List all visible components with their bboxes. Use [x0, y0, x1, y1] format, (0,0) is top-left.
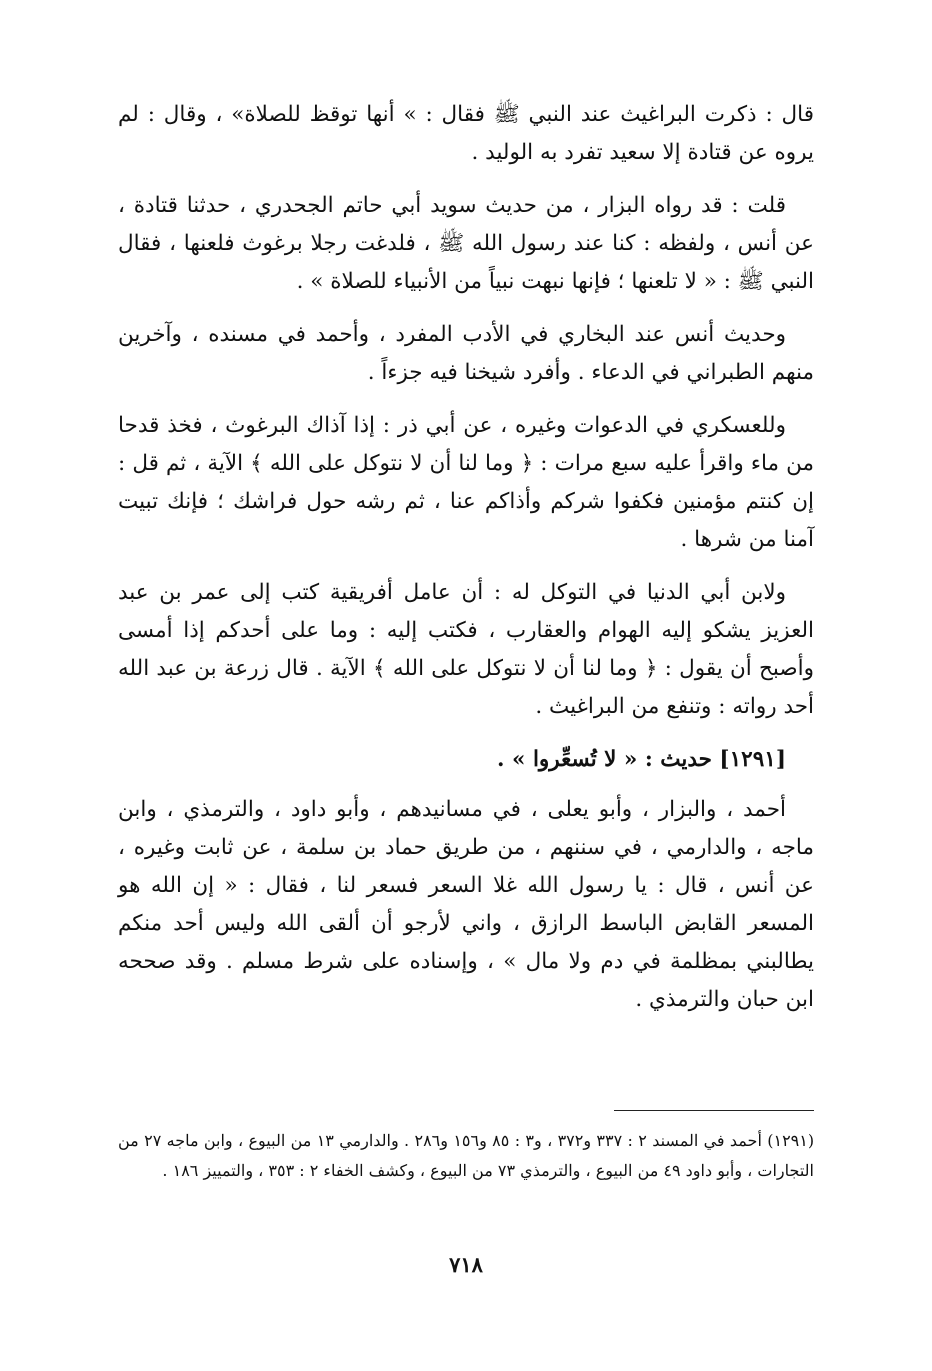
main-text — [118, 96, 814, 1034]
footnote-divider — [614, 1110, 814, 1111]
paragraph-fleas-hadith: قال : ذكرت البراغيث عند النبي ﷺ فقال : » أنها توقظ للصلاة» ، وقال : لم يروه عن قتادة إلا سعيد تفرد به الوليد . — [118, 102, 814, 165]
paragraph-bazzar-narration: قلت : قد رواه البزار ، من حديث سويد أبي حاتم الجحدري ، حدثنا قتادة ، عن أنس ، ولفظه : كنا عند رسول الله ﷺ ، فلدغت رجلا برغوث فلعنها ، فقال النبي ﷺ : « لا تلعنها ؛ فإنها نبهت نبياً من الأنبياء للصلاة » . — [118, 193, 814, 294]
page-number: ٧١٨ — [449, 1252, 483, 1277]
paragraph-pricing-hadith: أحمد ، والبزار ، وأبو يعلى ، في مسانيدهم ، وأبو داود ، والترمذي ، وابن ماجه ، والدارمي ، في سننهم ، من طريق حماد بن سلمة ، عن ثابت وغيره ، عن أنس ، قال : يا رسول الله غلا السعر فسعر لنا ، فقال : « إن الله هو المسعر القابض الباسط الرازق ، واني لأرجو أن ألقى الله وليس أحد منكم يطالبني بمظلمة في دم ولا مال » ، وإسناده على شرط مسلم . وقد صححه ابن حبان والترمذي . — [118, 797, 814, 1012]
hadith-heading-1291: [١٢٩١] حديث : « لا تُسعِّروا » . — [497, 747, 786, 772]
paragraph-anas-hadith: وحديث أنس عند البخاري في الأدب المفرد ، وأحمد في مسنده ، وآخرين منهم الطبراني في الدعاء . وأفرد شيخنا فيه جزءاً . — [118, 322, 814, 385]
paragraph-askari: وللعسكري في الدعوات وغيره ، عن أبي ذر : إذا آذاك البرغوث ، فخذ قدحا من ماء واقرأ عليه سبع مرات : ﴿ وما لنا أن لا نتوكل على الله ﴾ الآية ، ثم قل : إن كنتم مؤمنين فكفوا شركم وأذاكم عنا ، ثم رشه حول فراشك ؛ فإنك تبيت آمنا من شرها . — [118, 413, 814, 552]
paragraph-ibn-abi-dunya: ولابن أبي الدنيا في التوكل له : أن عامل أفريقية كتب إلى عمر بن عبد العزيز يشكو إليه الهوام والعقارب ، فكتب إليه : وما على أحدكم إذا أمسى وأصبح أن يقول : ﴿ وما لنا أن لا نتوكل على الله ﴾ الآية . قال زرعة بن عبد الله أحد رواته : وتنفع من البراغيث . — [118, 580, 814, 719]
footnote-1291: (١٢٩١) أحمد في المسند ٢ : ٣٣٧ و٣٧٢ ، و٣ : ٨٥ و١٥٦ و٢٨٦ . والدارمي ١٣ من البيوع ، وابن ماجه ٢٧ من التجارات ، وأبو داود ٤٩ من البيوع ، والترمذي ٧٣ من البيوع ، وكشف الخفاء ٢ : ٣٥٣ ، والتمييز ١٨٦ . — [118, 1131, 815, 1180]
